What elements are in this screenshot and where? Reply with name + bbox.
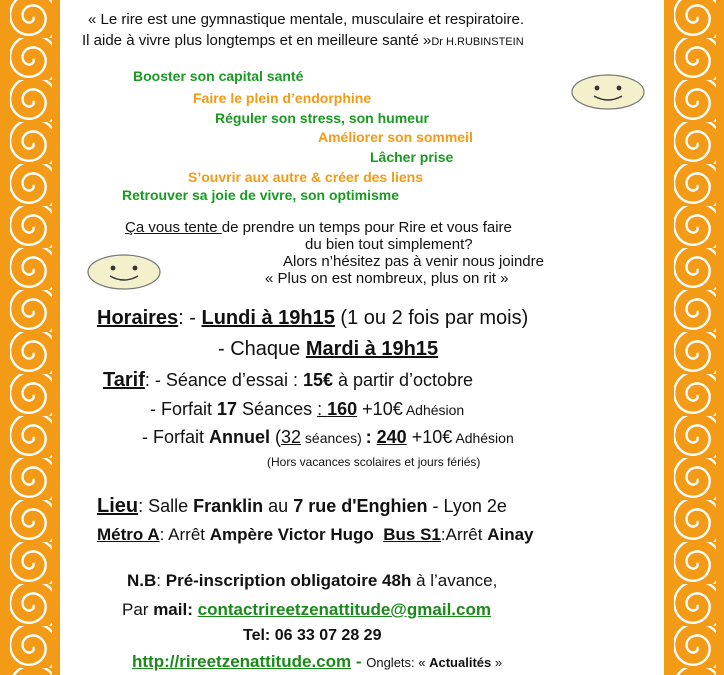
website-link[interactable]: http://rireetzenattitude.com	[132, 652, 352, 671]
nb-line: N.B: Pré-inscription obligatoire 48h à l’avance,	[127, 571, 498, 590]
smiley-face-icon	[86, 252, 162, 292]
spiral-icon	[674, 626, 716, 668]
lieu-line: Lieu: Salle Franklin au 7 rue d'Enghien - Lyon 2e	[97, 495, 507, 517]
spiral-icon	[10, 500, 52, 542]
spiral-icon	[10, 80, 52, 122]
spiral-icon	[10, 206, 52, 248]
spiral-icon	[10, 332, 52, 374]
lieu-label: Lieu	[97, 495, 139, 517]
invite-line-2: du bien tout simplement?	[305, 236, 473, 253]
benefit-7: Retrouver sa joie de vivre, son optimisme	[122, 187, 399, 203]
spiral-icon	[10, 38, 52, 80]
spiral-icon	[674, 164, 716, 206]
spiral-icon	[10, 290, 52, 332]
spiral-icon	[10, 374, 52, 416]
spiral-icon	[674, 122, 716, 164]
spiral-icon	[674, 38, 716, 80]
tarif-line-3: - Forfait Annuel (32 séances) : 240 +10€ Adhésion	[142, 427, 514, 447]
spiral-icon	[10, 122, 52, 164]
horaires-label: Horaires	[97, 307, 179, 329]
spiral-icon	[674, 0, 716, 38]
spiral-icon	[10, 416, 52, 458]
right-border	[664, 0, 724, 675]
spiral-icon	[674, 290, 716, 332]
benefit-4: Améliorer son sommeil	[318, 129, 473, 145]
spiral-icon	[674, 80, 716, 122]
spiral-icon	[674, 668, 716, 675]
spiral-icon	[674, 374, 716, 416]
spiral-icon	[10, 248, 52, 290]
lundi-time: Lundi à 19h15	[201, 307, 335, 329]
tarif-label: Tarif	[103, 369, 145, 391]
quote-line-2: Il aide à vivre plus longtemps et en meilleure santé »Dr H.RUBINSTEIN	[82, 32, 524, 49]
spiral-icon	[674, 416, 716, 458]
flyer-content	[60, 0, 664, 675]
spiral-icon	[10, 164, 52, 206]
smiley-face-icon	[570, 72, 646, 112]
benefit-1: Booster son capital santé	[133, 68, 304, 84]
quote-line-1: « Le rire est une gymnastique mentale, musculaire et respiratoire.	[88, 11, 525, 28]
benefit-2: Faire le plein d’endorphine	[193, 90, 372, 106]
mardi-time: Mardi à 19h15	[305, 338, 439, 360]
benefit-3: Réguler son stress, son humeur	[215, 110, 429, 126]
website-line: http://rireetzenattitude.com - Onglets: « Actualités »	[132, 652, 503, 671]
spiral-icon	[10, 584, 52, 626]
phone-number: Tel: 06 33 07 28 29	[243, 627, 382, 644]
tarif-line-1: Tarif: - Séance d’essai : 15€ à partir d’octobre	[103, 369, 474, 391]
tarif-line-2: - Forfait 17 Séances : 160 +10€ Adhésion	[150, 399, 465, 419]
invite-line-4: « Plus on est nombreux, plus on rit »	[265, 270, 509, 287]
invite-line-3: Alors n’hésitez pas à venir nous joindre	[283, 253, 544, 270]
invite-line-1: Ça vous tente de prendre un temps pour Rire et vous faire	[125, 219, 512, 236]
spiral-icon	[10, 0, 52, 38]
spiral-icon	[674, 500, 716, 542]
spiral-icon	[10, 668, 52, 675]
spiral-icon	[674, 458, 716, 500]
tarif-note: (Hors vacances scolaires et jours fériés)	[267, 455, 481, 469]
spiral-icon	[10, 626, 52, 668]
spiral-icon	[10, 458, 52, 500]
spiral-icon	[674, 332, 716, 374]
mail-line: Par mail: contactrireetzenattitude@gmail.com	[122, 600, 491, 619]
horaires-line-2: - Chaque Mardi à 19h15	[218, 338, 439, 360]
spiral-icon	[674, 248, 716, 290]
spiral-icon	[10, 542, 52, 584]
spiral-icon	[674, 542, 716, 584]
spiral-icon	[674, 584, 716, 626]
email-link[interactable]: contactrireetzenattitude@gmail.com	[197, 600, 491, 619]
spiral-icon	[674, 206, 716, 248]
benefit-5: Lâcher prise	[370, 149, 454, 165]
benefit-6: S’ouvrir aux autre & créer des liens	[188, 169, 423, 185]
transport-line: Métro A: Arrêt Ampère Victor Hugo Bus S1:Arrêt Ainay	[97, 525, 534, 544]
quote-author: Dr H.RUBINSTEIN	[431, 36, 524, 48]
left-border	[0, 0, 60, 675]
horaires-line-1: Horaires: - Lundi à 19h15 (1 ou 2 fois par mois)	[97, 307, 529, 329]
